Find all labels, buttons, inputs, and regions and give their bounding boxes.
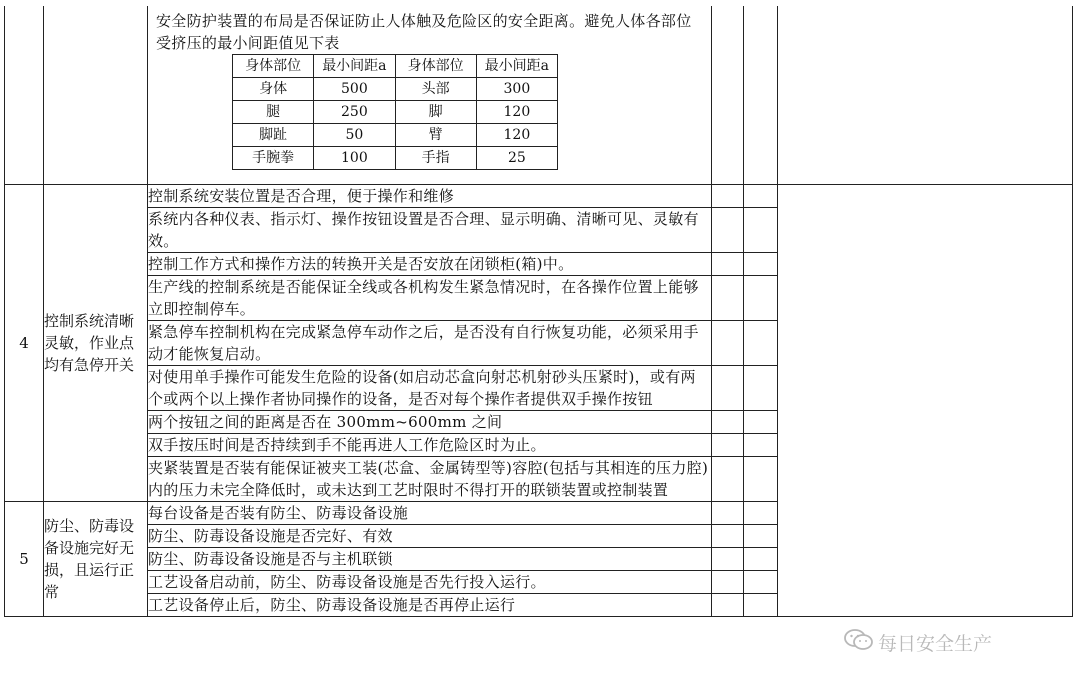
check-cell [712, 594, 744, 617]
check-item: 生产线的控制系统是否能保证全线或各机构发生紧急情况时，在各操作位置上能够立即控制停车。 [148, 276, 712, 321]
body-part: 腿 [233, 101, 314, 124]
check-item: 控制系统安装位置是否合理，便于操作和维修 [148, 185, 712, 208]
check-cell [712, 434, 744, 457]
min-distance-row [233, 124, 558, 147]
check-cell [712, 571, 744, 594]
check-cell [712, 185, 744, 208]
section-category: 控制系统清晰灵敏，作业点均有急停开关 [44, 185, 148, 502]
check-cell [712, 208, 744, 253]
check-cell [744, 6, 778, 185]
check-item: 每台设备是否装有防尘、防毒设备设施 [148, 502, 712, 525]
min-distance-header [233, 55, 558, 78]
check-cell [744, 411, 778, 434]
check-cell [744, 208, 778, 253]
header-cell: 身体部位 [233, 55, 314, 78]
body-part: 脚趾 [233, 124, 314, 147]
check-item: 控制工作方式和操作方法的转换开关是否安放在闭锁柜(箱)中。 [148, 253, 712, 276]
check-item: 紧急停车控制机构在完成紧急停车动作之后，是否没有自行恢复功能，必须采用手动才能恢复启动。 [148, 321, 712, 366]
header-cell: 最小间距a [476, 55, 557, 78]
check-cell [712, 276, 744, 321]
min-distance: 100 [314, 147, 395, 170]
min-distance: 250 [314, 101, 395, 124]
min-distance: 120 [476, 101, 557, 124]
check-item: 双手按压时间是否持续到手不能再进人工作危险区时为止。 [148, 434, 712, 457]
body-part: 手腕拳 [233, 147, 314, 170]
body-part: 手指 [395, 147, 476, 170]
wechat-icon [844, 628, 874, 657]
header-cell: 最小间距a [314, 55, 395, 78]
check-cell [712, 502, 744, 525]
body-part: 臂 [395, 124, 476, 147]
check-cell [712, 525, 744, 548]
check-cell [712, 6, 744, 185]
check-cell [744, 525, 778, 548]
check-cell [744, 185, 778, 208]
check-cell [744, 366, 778, 411]
check-cell [712, 321, 744, 366]
min-distance: 50 [314, 124, 395, 147]
check-cell [744, 321, 778, 366]
table-row [5, 185, 1073, 208]
check-item: 系统内各种仪表、指示灯、操作按钮设置是否合理、显示明确、清晰可见、灵敏有效。 [148, 208, 712, 253]
header-cell: 身体部位 [395, 55, 476, 78]
intro-text: 安全防护装置的布局是否保证防止人体触及危险区的安全距离。避免人体各部位受挤压的最小间距值见下表 [156, 12, 692, 52]
check-item: 工艺设备启动前，防尘、防毒设备设施是否先行投入运行。 [148, 571, 712, 594]
check-cell [744, 571, 778, 594]
min-distance: 25 [476, 147, 557, 170]
check-cell [712, 411, 744, 434]
body-part: 身体 [233, 78, 314, 101]
check-cell [744, 548, 778, 571]
min-distance-table [232, 54, 558, 170]
min-distance-row [233, 78, 558, 101]
body-part: 脚 [395, 101, 476, 124]
intro-cell [148, 6, 712, 185]
check-item: 工艺设备停止后，防尘、防毒设备设施是否再停止运行 [148, 594, 712, 617]
check-item: 防尘、防毒设备设施是否完好、有效 [148, 525, 712, 548]
check-cell [744, 434, 778, 457]
check-cell [744, 253, 778, 276]
check-cell [712, 548, 744, 571]
check-cell [712, 366, 744, 411]
min-distance-row [233, 101, 558, 124]
min-distance-row [233, 147, 558, 170]
check-item: 两个按钮之间的距离是否在 300mm~600mm 之间 [148, 411, 712, 434]
watermark-text: 每日安全生产 [878, 633, 993, 655]
check-cell [744, 594, 778, 617]
min-distance: 500 [314, 78, 395, 101]
number-cell [5, 6, 44, 185]
checklist-table [4, 6, 1073, 617]
category-cell [44, 6, 148, 185]
remark-cell [778, 185, 1073, 617]
check-cell [744, 276, 778, 321]
check-item: 夹紧装置是否装有能保证被夹工装(芯盒、金属铸型等)容腔(包括与其相连的压力腔)内的压力未完全降低时，或未达到工艺时限时不得打开的联锁装置或控制装置 [148, 457, 712, 502]
section-number: 5 [5, 502, 44, 617]
check-cell [712, 253, 744, 276]
section-number: 4 [5, 185, 44, 502]
min-distance: 120 [476, 124, 557, 147]
remark-cell [778, 6, 1073, 185]
continuation-row [5, 6, 1073, 185]
check-cell [744, 502, 778, 525]
check-cell [712, 457, 744, 502]
check-item: 防尘、防毒设备设施是否与主机联锁 [148, 548, 712, 571]
watermark [844, 628, 992, 657]
check-item: 对使用单手操作可能发生危险的设备(如启动芯盒向射芯机射砂头压紧时)，或有两个或两个以上操作者协同操作的设备，是否对每个操作者提供双手操作按钮 [148, 366, 712, 411]
section-category: 防尘、防毒设备设施完好无损，且运行正常 [44, 502, 148, 617]
body-part: 头部 [395, 78, 476, 101]
check-cell [744, 457, 778, 502]
min-distance: 300 [476, 78, 557, 101]
